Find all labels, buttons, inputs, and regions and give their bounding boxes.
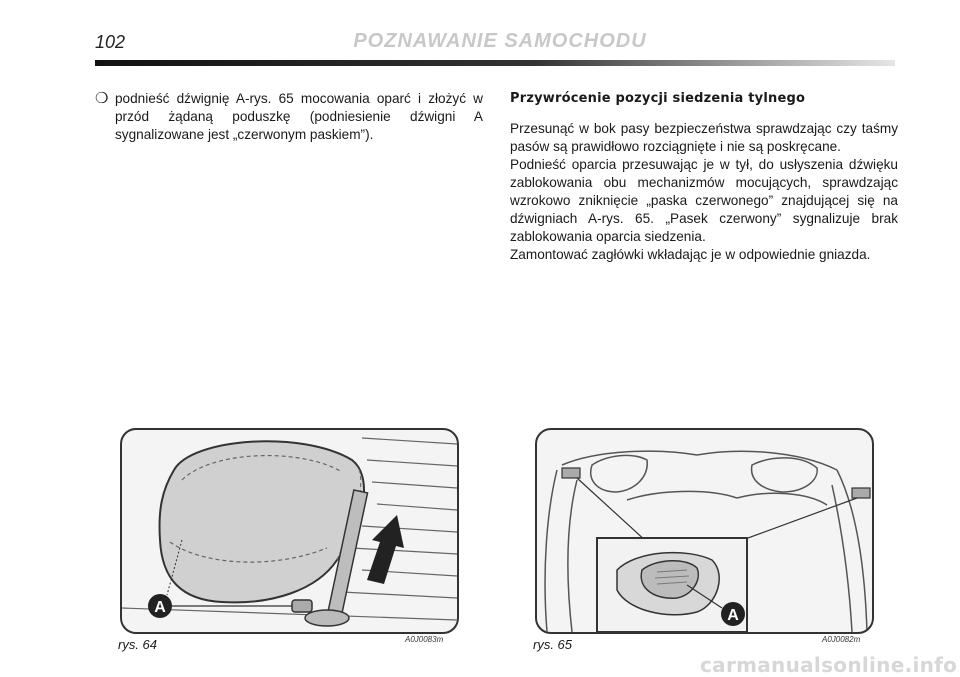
bullet-icon: ❍ xyxy=(95,90,109,107)
headrest-guide xyxy=(305,610,349,626)
watermark: carmanualsonline.info xyxy=(700,653,958,677)
section-title: POZNAWANIE SAMOCHODU xyxy=(353,30,647,52)
code-65: A0J0082m xyxy=(822,635,861,644)
right-body xyxy=(510,120,898,264)
left-column xyxy=(95,90,483,144)
lever-left xyxy=(562,468,580,478)
page-number: 102 xyxy=(95,32,126,52)
label-a-text: A xyxy=(727,607,739,624)
paragraph-3: Zamontować zagłówki wkładając je w odpowiednie gniazda. xyxy=(510,247,871,262)
right-heading: Przywrócenie pozycji siedzenia tylnego xyxy=(510,91,806,106)
caption-64: rys. 64 xyxy=(118,637,158,652)
header-rule xyxy=(95,60,895,66)
right-column xyxy=(510,90,898,264)
headrest-cushion xyxy=(160,441,364,602)
rear-seat-illustration xyxy=(537,430,872,632)
figure-65 xyxy=(535,428,874,634)
lever-right xyxy=(852,488,870,498)
paragraph-1: Przesunąć w bok pasy bezpieczeństwa sprawdzając czy taśmy pasów są prawidłowo rozciągnięte i nie są poskręcane. xyxy=(510,121,898,154)
lever-a xyxy=(292,600,312,612)
label-a-text: A xyxy=(154,599,166,616)
caption-65: rys. 65 xyxy=(533,637,573,652)
figure-64 xyxy=(120,428,459,634)
paragraph-2: Podnieść oparcia przesuwając je w tył, do usłyszenia dźwięku zablokowania obu mechanizmów mocujących, sprawdzając wzrokowo zniknięcie „paska czerwonego” znajdującej się na dźwigniach A-rys. 65. „Pasek czerwony” sygnalizuje brak zablokowania oparcia siedzenia. xyxy=(510,157,898,244)
bullet-text: podnieść dźwignię A-rys. 65 mocowania oparć i złożyć w przód żądaną poduszkę (podniesienie dźwigni A sygnalizowane jest „czerwonym paskiem”). xyxy=(115,91,483,142)
bullet-item xyxy=(95,90,483,144)
headrest-illustration xyxy=(122,430,457,632)
code-64: A0J0083m xyxy=(405,635,444,644)
